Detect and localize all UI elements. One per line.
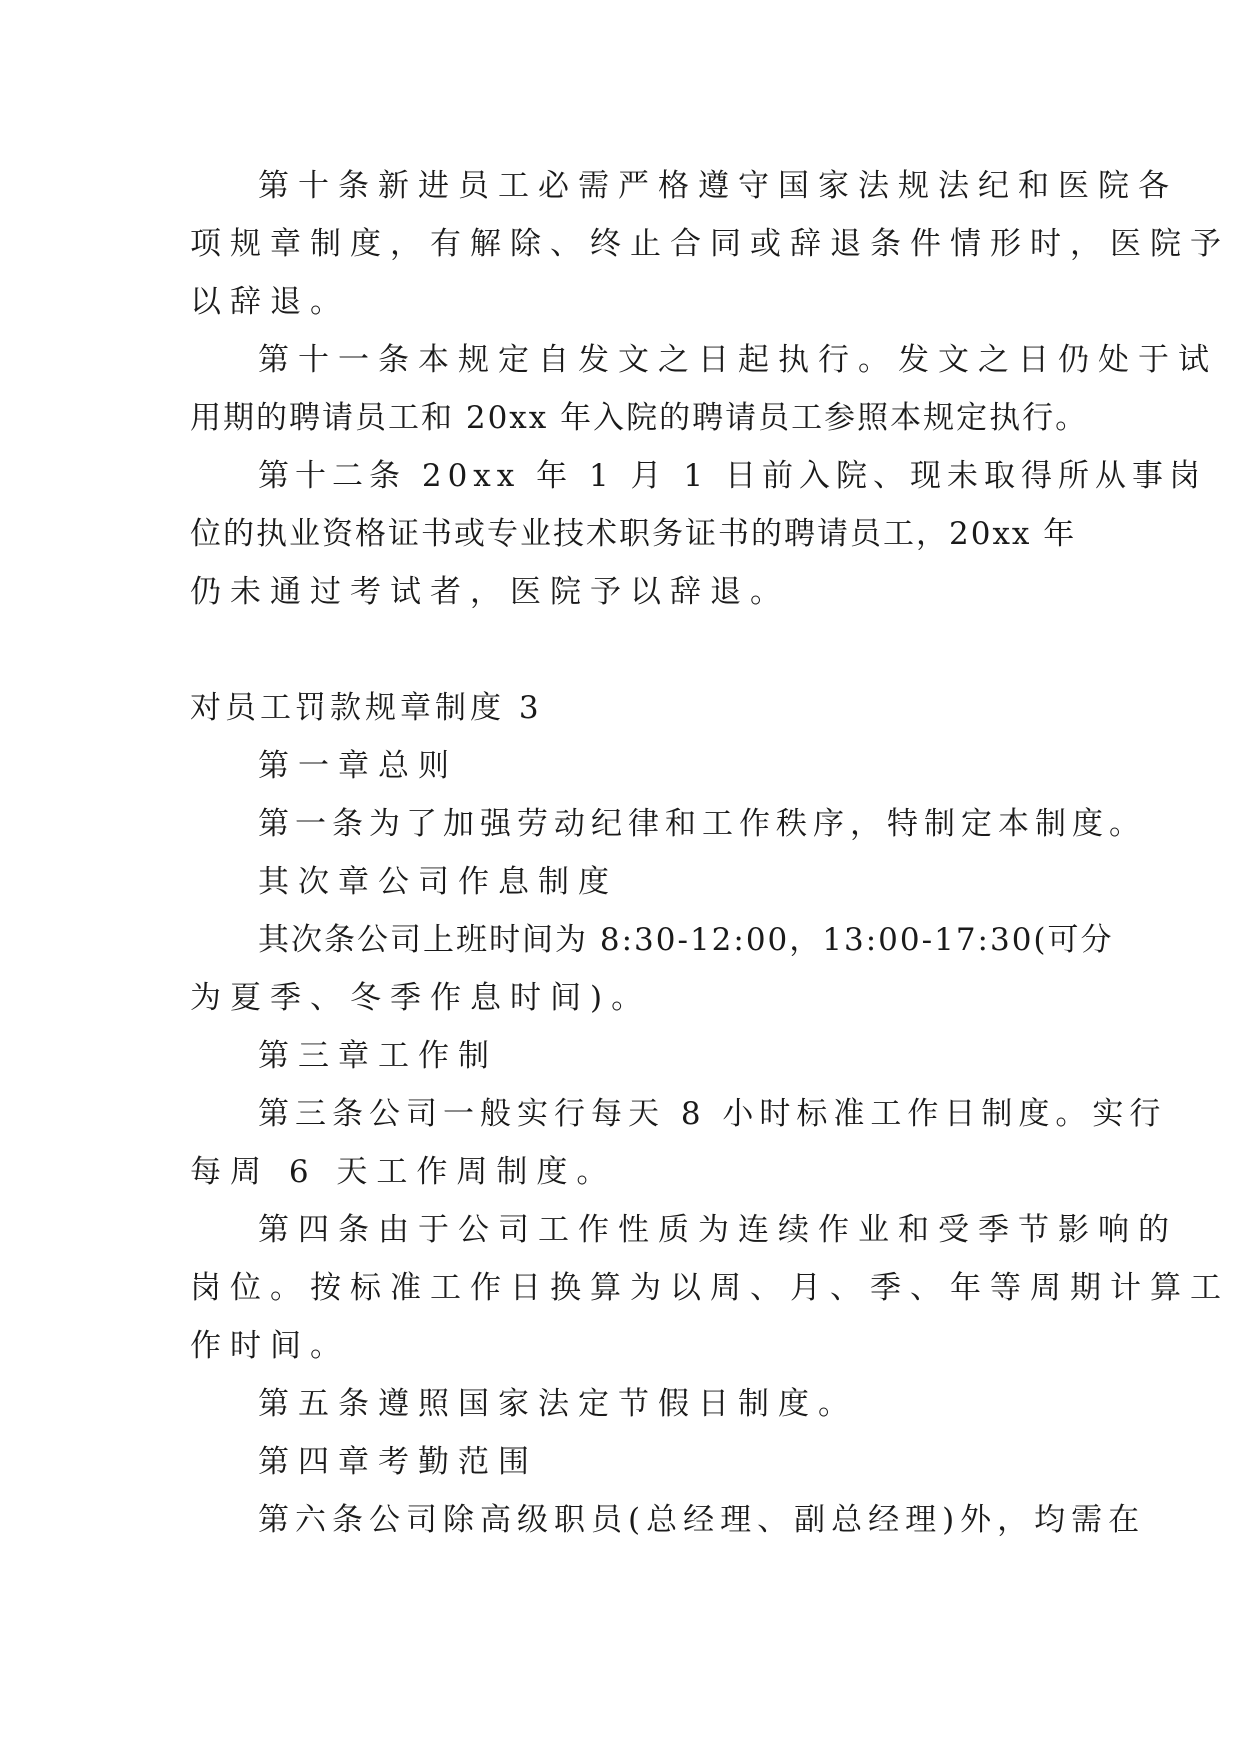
chapter-heading: 第三章工作制 [258,1038,498,1074]
paragraph-line: 第六条公司除高级职员(总经理、副总经理)外，均需在 [258,1502,1146,1538]
paragraph-line: 第四条由于公司工作性质为连续作业和受季节影响的 [258,1212,1178,1248]
chapter-heading: 第四章考勤范围 [258,1444,538,1480]
paragraph-line: 以辞退。 [190,284,350,320]
paragraph-line: 位的执业资格证书或专业技术职务证书的聘请员工，20xx 年 [190,516,1077,552]
paragraph-line: 仍未通过考试者，医院予以辞退。 [190,574,790,610]
paragraph-line: 作时间。 [190,1328,350,1364]
paragraph-line: 第十二条 20xx 年 1 月 1 日前入院、现未取得所从事岗 [258,458,1206,494]
paragraph-line: 项规章制度，有解除、终止合同或辞退条件情形时，医院予 [190,226,1230,262]
paragraph-line: 用期的聘请员工和 20xx 年入院的聘请员工参照本规定执行。 [190,400,1089,436]
paragraph-line: 第十条新进员工必需严格遵守国家法规法纪和医院各 [258,168,1178,204]
paragraph-line: 每周 6 天工作周制度。 [190,1154,617,1190]
chapter-heading: 第一章总则 [258,748,458,784]
chapter-heading: 其次章公司作息制度 [258,864,618,900]
paragraph-line: 岗位。按标准工作日换算为以周、月、季、年等周期计算工 [190,1270,1230,1306]
paragraph-line: 第一条为了加强劳动纪律和工作秩序，特制定本制度。 [258,806,1146,842]
paragraph-line: 第十一条本规定自发文之日起执行。发文之日仍处于试 [258,342,1218,378]
paragraph-line: 第五条遵照国家法定节假日制度。 [258,1386,858,1422]
paragraph-line: 为夏季、冬季作息时间)。 [190,980,652,1016]
section-title: 对员工罚款规章制度 3 [190,690,543,726]
paragraph-line: 第三条公司一般实行每天 8 小时标准工作日制度。实行 [258,1096,1167,1132]
paragraph-line: 其次条公司上班时间为 8:30-12:00，13:00-17:30(可分 [258,922,1114,958]
